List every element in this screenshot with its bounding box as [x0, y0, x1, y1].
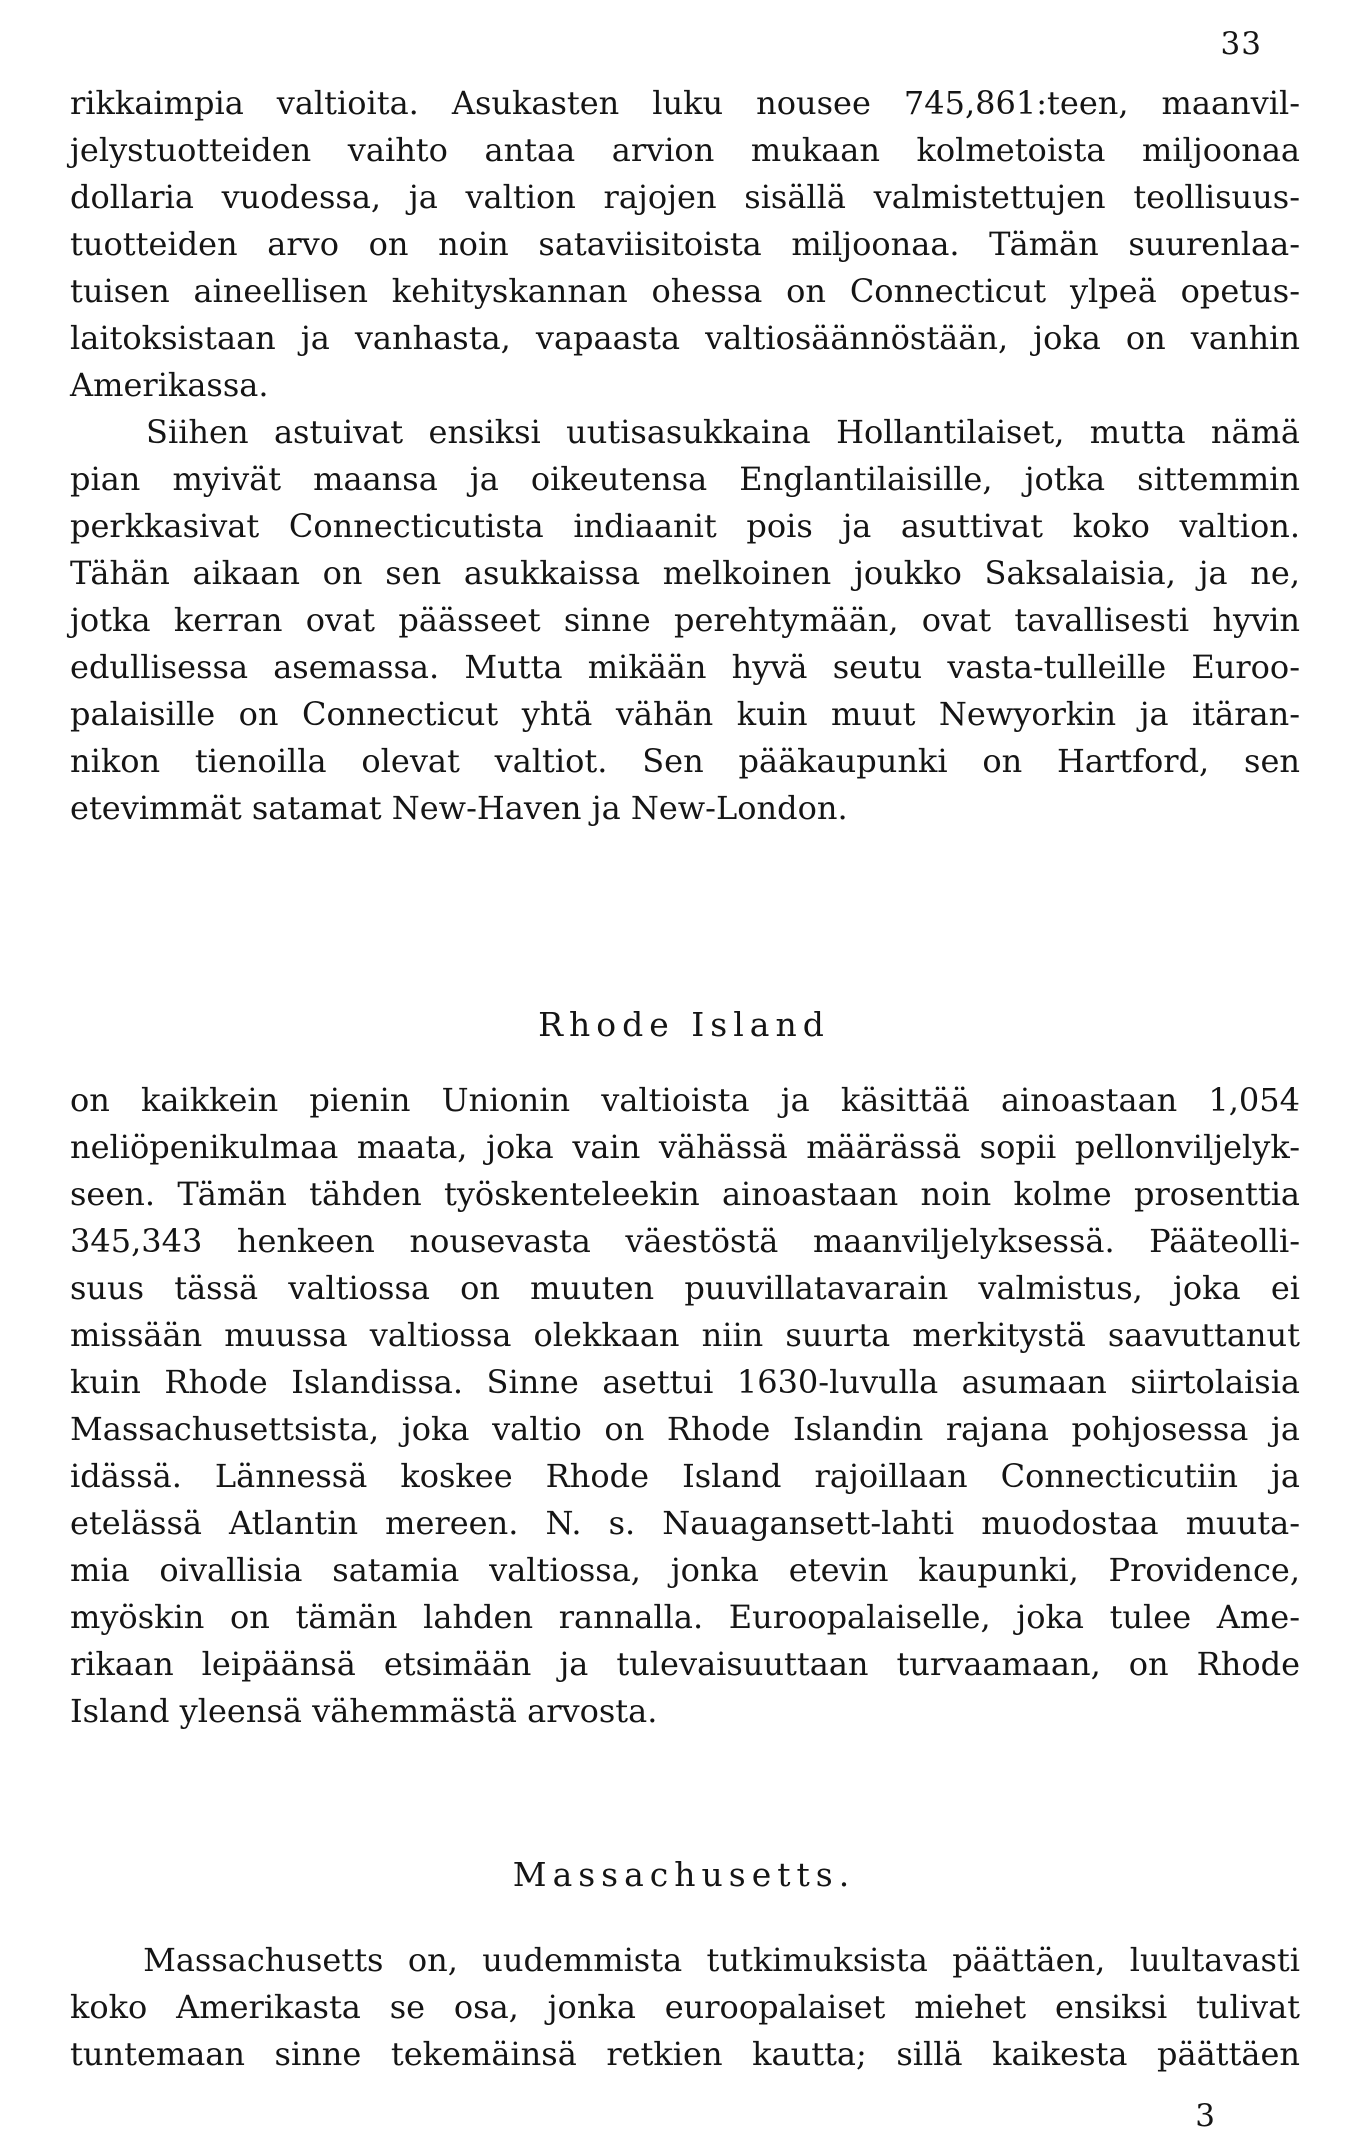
text-line: etevimmät satamat New-Haven ja New-London. [70, 789, 848, 827]
text-line: jelystuotteiden vaihto antaa arvion mukaan kolmetoista miljoonaa [70, 131, 1300, 169]
text-line: dollaria vuodessa, ja valtion rajojen sisällä valmistettujen teollisuus- [70, 178, 1300, 216]
text-line: tuisen aineellisen kehityskannan ohessa on Connecticut ylpeä opetus- [70, 272, 1300, 310]
text-line: perkkasivat Connecticutista indiaanit pois ja asuttivat koko valtion. [70, 507, 1300, 545]
rhode-island-text-block [70, 1077, 1300, 1735]
text-line: missään muussa valtiossa olekkaan niin suurta merkitystä saavuttanut [70, 1316, 1300, 1354]
text-line: edullisessa asemassa. Mutta mikään hyvä seutu vasta-tulleille Euroo- [70, 648, 1300, 686]
text-line: on kaikkein pienin Unionin valtioista ja käsittää ainoastaan 1,054 [70, 1081, 1300, 1119]
text-line: etelässä Atlantin mereen. N. s. Nauagansett-lahti muodostaa muuta- [70, 1504, 1300, 1542]
text-line: Tähän aikaan on sen asukkaissa melkoinen joukko Saksalaisia, ja ne, [70, 554, 1300, 592]
connecticut-text-block [70, 80, 1300, 832]
section-heading-massachusetts: Massachusetts. [512, 1855, 856, 1894]
text-line: rikaan leipäänsä etsimään ja tulevaisuuttaan turvaamaan, on Rhode [70, 1645, 1300, 1683]
massachusetts-text-block [70, 1937, 1300, 2078]
text-line: rikkaimpia valtioita. Asukasten luku nousee 745,861:teen, maanvil- [70, 84, 1300, 122]
text-line: laitoksistaan ja vanhasta, vapaasta valtiosäännöstään, joka on vanhin [70, 319, 1300, 357]
text-line: 345,343 henkeen nousevasta väestöstä maanviljelyksessä. Pääteolli- [70, 1222, 1300, 1260]
text-line: pian myivät maansa ja oikeutensa Englantilaisille, jotka sittemmin [70, 460, 1300, 498]
section-heading-rhode-island: Rhode Island [538, 1005, 830, 1044]
text-line: tuotteiden arvo on noin sataviisitoista miljoonaa. Tämän suurenlaa- [70, 225, 1300, 263]
text-line: neliöpenikulmaa maata, joka vain vähässä määrässä sopii pellonviljelyk- [70, 1128, 1300, 1166]
text-line: palaisille on Connecticut yhtä vähän kuin muut Newyorkin ja itäran- [70, 695, 1300, 733]
text-line: idässä. Lännessä koskee Rhode Island rajoillaan Connecticutiin ja [70, 1457, 1300, 1495]
text-line: suus tässä valtiossa on muuten puuvillatavarain valmistus, joka ei [70, 1269, 1300, 1307]
text-line: Amerikassa. [70, 366, 269, 404]
text-line: koko Amerikasta se osa, jonka euroopalaiset miehet ensiksi tulivat [70, 1988, 1300, 2026]
text-line: nikon tienoilla olevat valtiot. Sen pääkaupunki on Hartford, sen [70, 742, 1300, 780]
text-line: tuntemaan sinne tekemäinsä retkien kautta; sillä kaikesta päättäen [70, 2035, 1300, 2073]
text-line: jotka kerran ovat päässeet sinne perehtymään, ovat tavallisesti hyvin [70, 601, 1300, 639]
text-line: seen. Tämän tähden työskenteleekin ainoastaan noin kolme prosenttia [70, 1175, 1300, 1213]
page-number: 33 [1220, 26, 1262, 62]
signature-mark: 3 [1195, 2098, 1215, 2134]
text-line: Massachusettsista, joka valtio on Rhode Islandin rajana pohjosessa ja [70, 1410, 1300, 1448]
text-line: Massachusetts on, uudemmista tutkimuksista päättäen, luultavasti [70, 1941, 1300, 1979]
text-line: mia oivallisia satamia valtiossa, jonka etevin kaupunki, Providence, [70, 1551, 1300, 1589]
text-line: myöskin on tämän lahden rannalla. Euroopalaiselle, joka tulee Ame- [70, 1598, 1300, 1636]
text-line: Siihen astuivat ensiksi uutisasukkaina Hollantilaiset, mutta nämä [70, 413, 1300, 451]
text-line: kuin Rhode Islandissa. Sinne asettui 1630-luvulla asumaan siirtolaisia [70, 1363, 1300, 1401]
text-line: Island yleensä vähemmästä arvosta. [70, 1692, 658, 1730]
